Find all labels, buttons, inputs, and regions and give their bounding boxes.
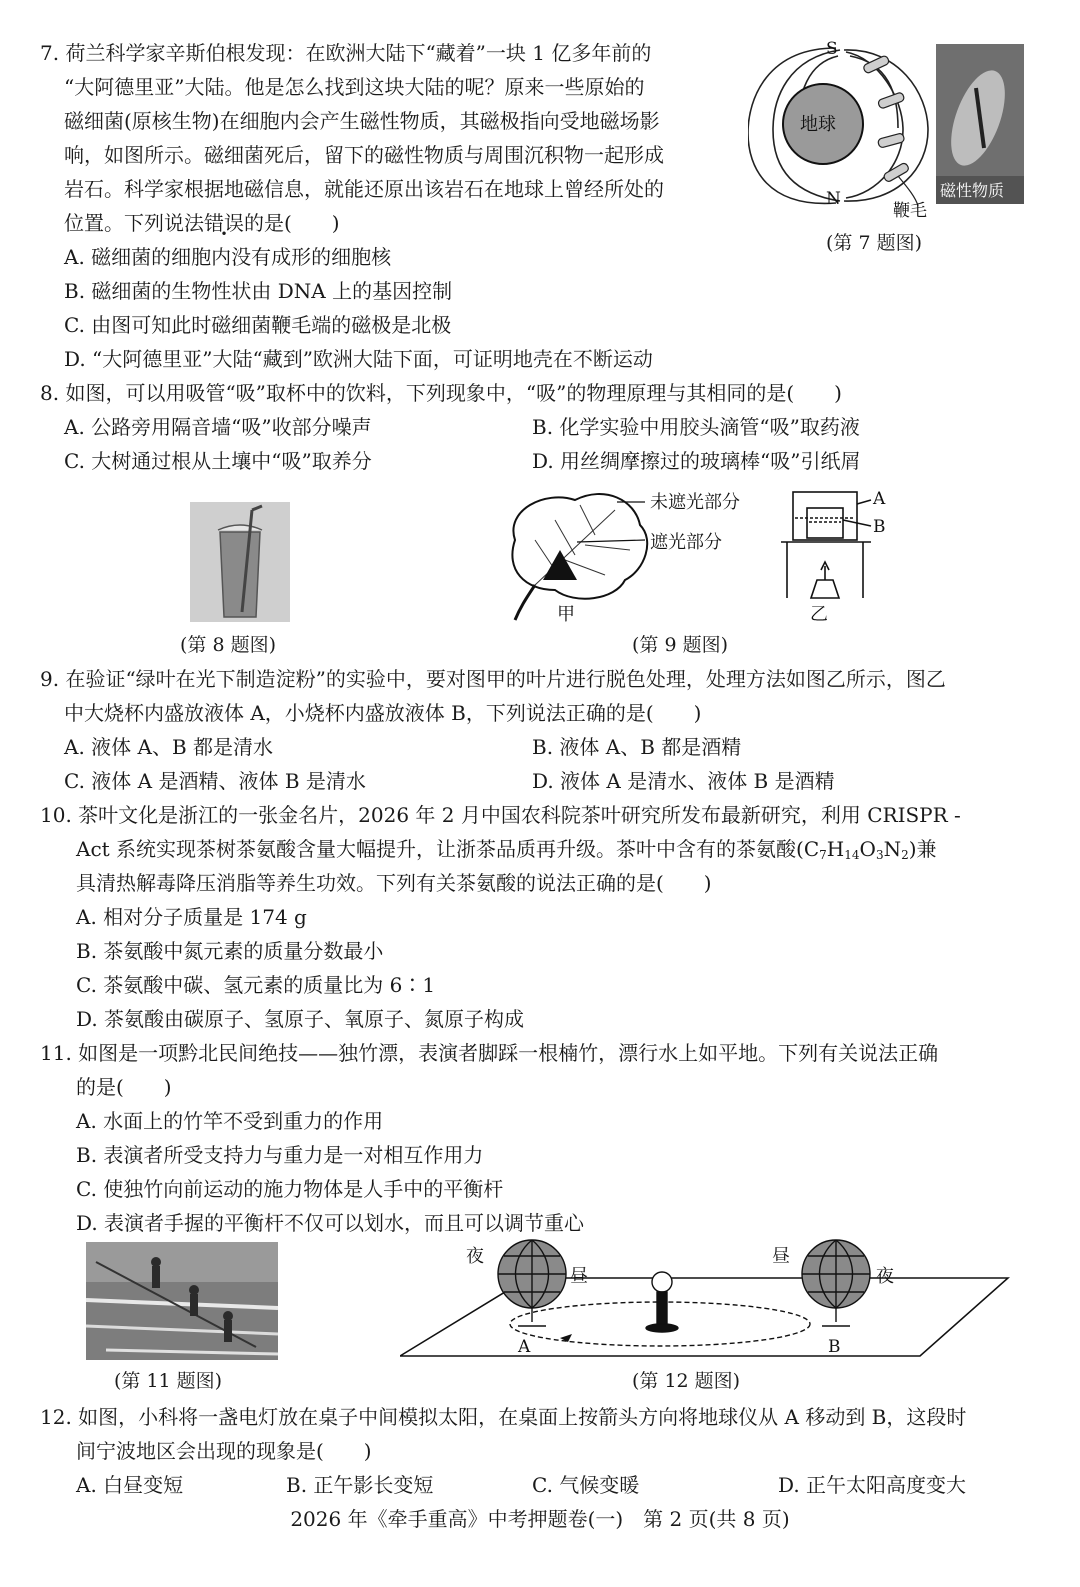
- q11-caption: (第 11 题图): [114, 1370, 223, 1392]
- q8-option-a: A. 公路旁用隔音墙“吸”收部分噪声: [64, 415, 372, 439]
- q10-option-c: C. 茶氨酸中碳、氢元素的质量比为 6∶1: [76, 973, 436, 997]
- q7-caption: (第 7 题图): [826, 232, 922, 254]
- formula-o: O: [859, 837, 876, 861]
- q8-option-b: B. 化学实验中用胶头滴管“吸”取药液: [532, 415, 860, 439]
- q10-line-1: 10. 茶叶文化是浙江的一张金名片，2026 年 2 月中国农科院茶叶研究所发布最新研究，利用 CRISPR -: [40, 803, 961, 827]
- q10-line-2-post: )兼: [908, 837, 937, 861]
- q12-option-b: B. 正午影长变短: [286, 1473, 434, 1497]
- day-right-label: 昼: [772, 1246, 790, 1267]
- q9-option-b: B. 液体 A、B 都是酒精: [532, 735, 742, 759]
- q7-line-2: “大阿德里亚”大陆。他是怎么找到这块大陆的呢？原来一些原始的: [64, 75, 645, 99]
- q11-figure: [86, 1242, 278, 1360]
- page-footer: 2026 年《牵手重高》中考押题卷(一) 第 2 页(共 8 页): [290, 1507, 790, 1531]
- yi-label: 乙: [810, 604, 828, 625]
- q8-figure: [190, 502, 290, 622]
- north-pole-label: N: [826, 189, 841, 209]
- formula-sub-3: 3: [875, 848, 884, 862]
- q10-line-2-pre: Act 系统实现茶树茶氨酸含量大幅提升，让浙茶品质再升级。茶叶中含有的茶氨酸(C: [76, 837, 820, 861]
- q9-line-1: 9. 在验证“绿叶在光下制造淀粉”的实验中，要对图甲的叶片进行脱色处理，处理方法如图乙所示，图乙: [40, 667, 946, 691]
- formula-sub-2: 2: [901, 848, 909, 862]
- night-left-label: 夜: [466, 1246, 484, 1267]
- q12-line-2: 间宁波地区会出现的现象是( ): [76, 1439, 372, 1463]
- flagella-label: 鞭毛: [893, 201, 927, 221]
- q9-caption: (第 9 题图): [632, 634, 728, 656]
- q7-option-b: B. 磁细菌的生物性状由 DNA 上的基因控制: [64, 279, 453, 303]
- q8-option-c: C. 大树通过根从土壤中“吸”取养分: [64, 449, 372, 473]
- q7-emphasis: 错误: [204, 211, 244, 235]
- q12-figure: [400, 1238, 1010, 1362]
- formula-h: H: [826, 837, 845, 861]
- q11-line-2: 的是( ): [76, 1075, 172, 1099]
- position-a-label: A: [518, 1337, 531, 1357]
- q8-caption: (第 8 题图): [180, 634, 276, 656]
- q11-option-d: D. 表演者手握的平衡杆不仅可以划水，而且可以调节重心: [76, 1211, 585, 1235]
- q7-line-3: 磁细菌(原核生物)在细胞内会产生磁性物质，其磁极指向受地磁场影: [64, 109, 660, 133]
- q7-option-c: C. 由图可知此时磁细菌鞭毛端的磁极是北极: [64, 313, 452, 337]
- magnetic-substance-label: 磁性物质: [940, 181, 1005, 200]
- formula-sub-14: 14: [844, 848, 860, 862]
- q7-line-6-post: 的是( ): [244, 211, 340, 235]
- night-right-label: 夜: [876, 1266, 894, 1287]
- q10-line-3: 具清热解毒降压消脂等养生功效。下列有关茶氨酸的说法正确的是( ): [76, 871, 712, 895]
- q9-line-2: 中大烧杯内盛放液体 A，小烧杯内盛放液体 B，下列说法正确的是( ): [64, 701, 702, 725]
- q7-line-5: 岩石。科学家根据地磁信息，就能还原出该岩石在地球上曾经所处的: [64, 177, 664, 201]
- day-left-label: 昼: [570, 1266, 588, 1287]
- q10-line-2: [76, 834, 937, 870]
- q12-option-d: D. 正午太阳高度变大: [778, 1473, 967, 1497]
- q9-option-d: D. 液体 A 是清水、液体 B 是酒精: [532, 769, 835, 793]
- q7-option-a: A. 磁细菌的细胞内没有成形的细胞核: [64, 245, 392, 269]
- q9-figure: [495, 480, 915, 630]
- unshaded-label: 未遮光部分: [650, 492, 740, 513]
- q11-option-c: C. 使独竹向前运动的施力物体是人手中的平衡杆: [76, 1177, 504, 1201]
- formula-n: N: [883, 837, 902, 861]
- south-pole-label: S: [826, 39, 838, 59]
- q12-caption: (第 12 题图): [632, 1370, 741, 1392]
- q10-option-d: D. 茶氨酸由碳原子、氢原子、氧原子、氮原子构成: [76, 1007, 525, 1031]
- q11-line-1: 11. 如图是一项黔北民间绝技——独竹漂，表演者脚踩一根楠竹，漂行水上如平地。下列有关说法正确: [40, 1041, 939, 1065]
- shaded-label: 遮光部分: [650, 532, 722, 553]
- q11-option-b: B. 表演者所受支持力与重力是一对相互作用力: [76, 1143, 484, 1167]
- q7-line-6: [64, 208, 340, 238]
- q8-stem: 8. 如图，可以用吸管“吸”取杯中的饮料，下列现象中，“吸”的物理原理与其相同的是( ): [40, 381, 842, 405]
- q12-option-c: C. 气候变暖: [532, 1473, 640, 1497]
- q12-line-1: 12. 如图，小科将一盏电灯放在桌子中间模拟太阳，在桌面上按箭头方向将地球仪从 A 移动到 B，这段时: [40, 1405, 967, 1429]
- position-b-label: B: [828, 1337, 841, 1357]
- q12-option-a: A. 白昼变短: [76, 1473, 184, 1497]
- earth-label: 地球: [800, 114, 836, 135]
- q7-line-6-pre: 位置。下列说法: [64, 211, 204, 235]
- formula-sub-7: 7: [819, 848, 827, 862]
- q7-figure: [748, 38, 1028, 228]
- q9-option-c: C. 液体 A 是酒精、液体 B 是清水: [64, 769, 366, 793]
- q10-option-a: A. 相对分子质量是 174 g: [76, 905, 307, 929]
- q7-option-d: D. “大阿德里亚”大陆“藏到”欧洲大陆下面，可证明地壳在不断运动: [64, 347, 653, 371]
- jia-label: 甲: [557, 604, 575, 625]
- q9-option-a: A. 液体 A、B 都是清水: [64, 735, 274, 759]
- q10-option-b: B. 茶氨酸中氮元素的质量分数最小: [76, 939, 384, 963]
- q7-line-1: 7. 荷兰科学家辛斯伯根发现：在欧洲大陆下“藏着”一块 1 亿多年前的: [40, 41, 652, 65]
- q11-option-a: A. 水面上的竹竿不受到重力的作用: [76, 1109, 384, 1133]
- liquid-a-label: A: [873, 489, 886, 509]
- liquid-b-label: B: [873, 517, 886, 537]
- q7-line-4: 响，如图所示。磁细菌死后，留下的磁性物质与周围沉积物一起形成: [64, 143, 664, 167]
- q8-option-d: D. 用丝绸摩擦过的玻璃棒“吸”引纸屑: [532, 449, 861, 473]
